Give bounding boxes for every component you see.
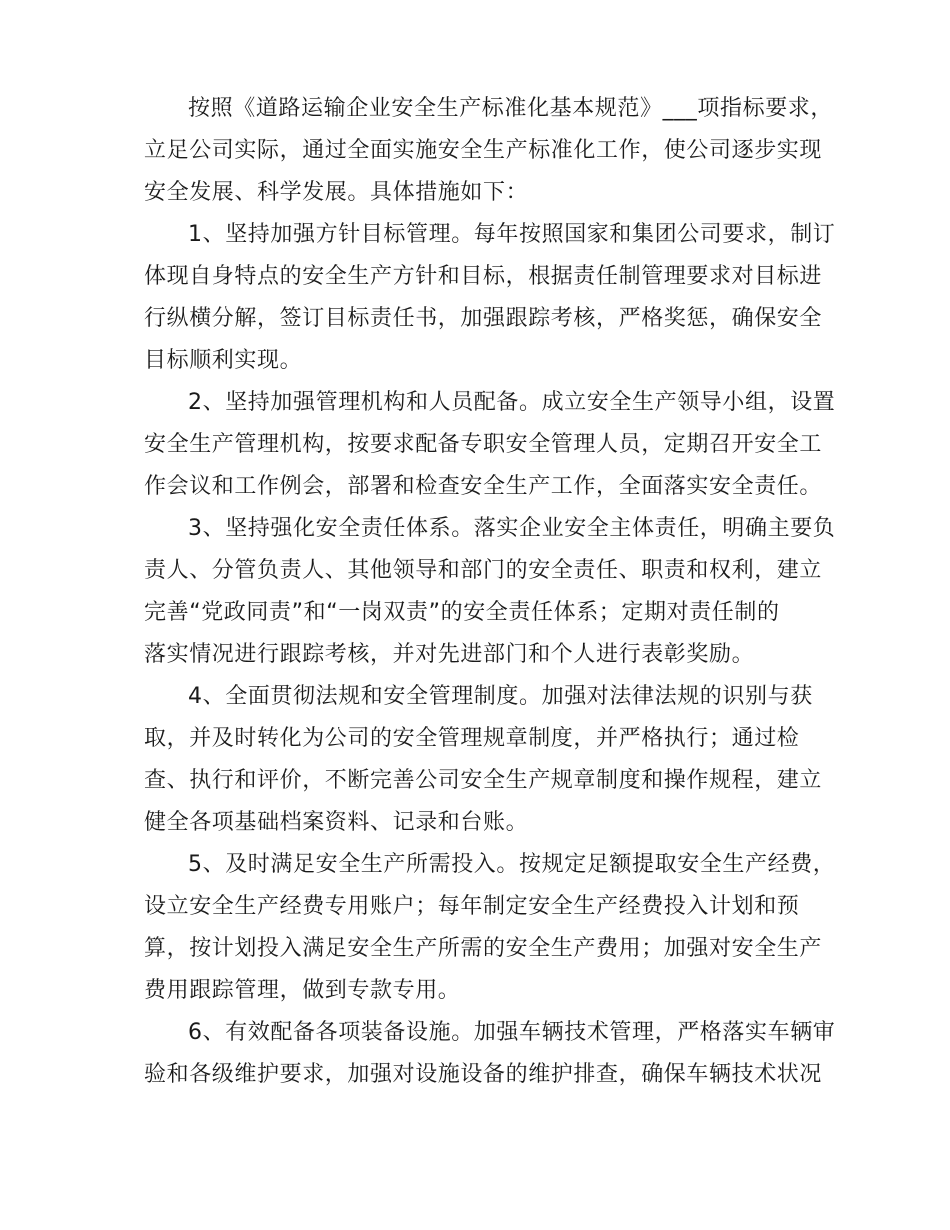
text-line: 取，并及时转化为公司的安全管理规章制度，并严格执行；通过检 [144,726,800,751]
text-line: 费用跟踪管理，做到专款专用。 [144,978,461,1003]
text-line: 安全生产管理机构，按要求配备专职安全管理人员，定期召开安全工 [144,432,823,457]
text-line: 完善“党政同责”和“一岗双责”的安全责任体系；定期对责任制的 [144,600,780,625]
text-line: 验和各级维护要求，加强对设施设备的维护排查，确保车辆技术状况 [144,1062,823,1087]
text-line: 算，按计划投入满足安全生产所需的安全生产费用；加强对安全生产 [144,936,823,961]
text-line: 3、坚持强化安全责任体系。落实企业安全主体责任，明确主要负 [188,516,836,541]
text-line: 安全发展、科学发展。具体措施如下： [144,180,529,205]
text-line: 责人、分管负责人、其他领导和部门的安全责任、职责和权利，建立 [144,558,823,583]
text-line: 行纵横分解，签订目标责任书，加强跟踪考核，严格奖惩，确保安全 [144,306,823,331]
paragraph-item-3 [144,508,836,676]
paragraph-intro [144,88,834,214]
text-line: 查、执行和评价，不断完善公司安全生产规章制度和操作规程，建立 [144,768,823,793]
text-line: 按照《道路运输企业安全生产标准化基本规范》___项指标要求， [188,96,834,121]
text-line: 2、坚持加强管理机构和人员配备。成立安全生产领导小组，设置 [188,390,836,415]
body-text [144,88,836,1096]
text-line: 4、全面贯彻法规和安全管理制度。加强对法律法规的识别与获 [188,684,813,709]
text-line: 立足公司实际，通过全面实施安全生产标准化工作，使公司逐步实现 [144,138,823,163]
text-line: 体现自身特点的安全生产方针和目标，根据责任制管理要求对目标进 [144,264,823,289]
text-line: 6、有效配备各项装备设施。加强车辆技术管理，严格落实车辆审 [188,1020,836,1045]
text-line: 健全各项基础档案资料、记录和台账。 [144,810,529,835]
paragraph-item-5 [144,844,836,1012]
paragraph-item-6 [144,1012,836,1096]
text-line: 落实情况进行跟踪考核，并对先进部门和个人进行表彰奖励。 [144,642,755,667]
text-line: 设立安全生产经费专用账户；每年制定安全生产经费投入计划和预 [144,894,800,919]
text-line: 5、及时满足安全生产所需投入。按规定足额提取安全生产经费， [188,852,836,877]
paragraph-item-4 [144,676,823,844]
text-line: 目标顺利实现。 [144,348,303,373]
text-line: 作会议和工作例会，部署和检查安全生产工作，全面落实安全责任。 [144,474,823,499]
paragraph-item-2 [144,382,836,508]
paragraph-item-1 [144,214,836,382]
text-line: 1、坚持加强方针目标管理。每年按照国家和集团公司要求，制订 [188,222,836,247]
